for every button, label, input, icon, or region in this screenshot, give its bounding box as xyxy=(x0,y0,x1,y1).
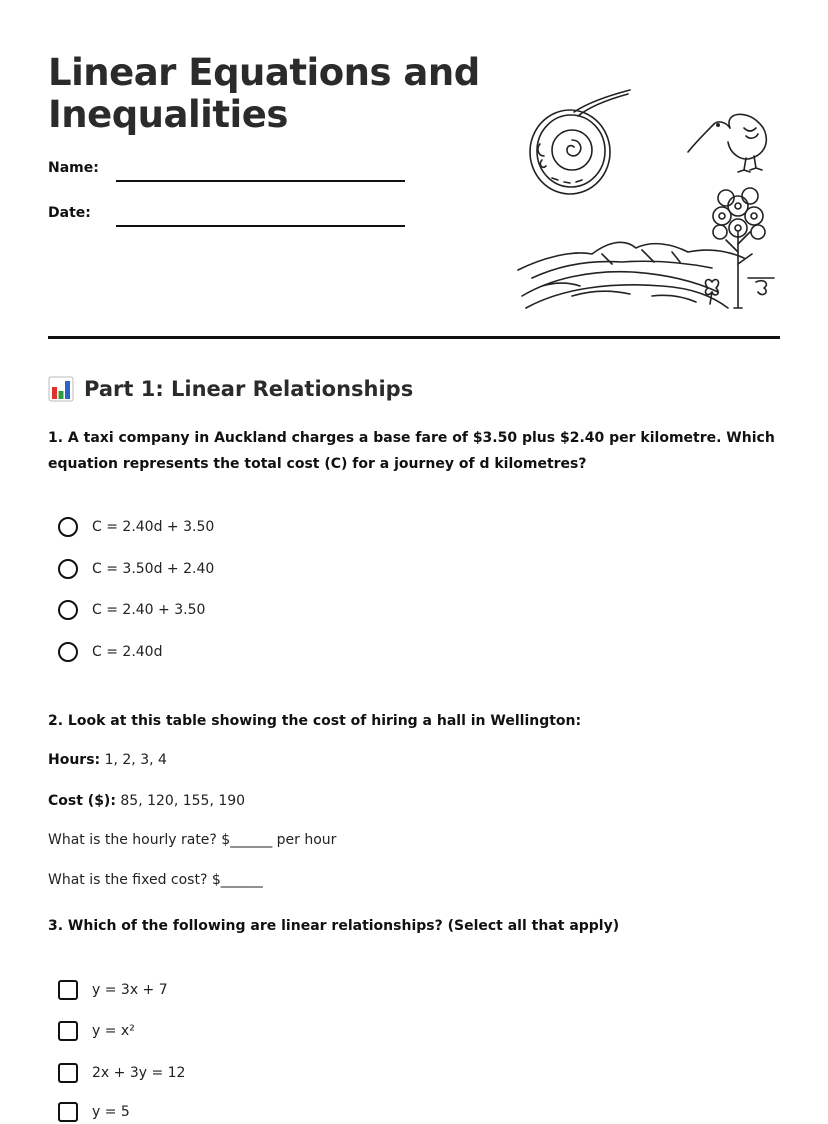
q3-option-3-label: 2x + 3y = 12 xyxy=(92,1065,186,1081)
radio-button[interactable] xyxy=(58,559,78,579)
part1-heading xyxy=(48,374,413,404)
q1-option-4[interactable] xyxy=(58,640,162,664)
koru-spiral-icon xyxy=(530,90,630,194)
checkbox[interactable] xyxy=(58,980,78,1000)
radio-button[interactable] xyxy=(58,600,78,620)
question-1-text: 1. A taxi company in Auckland charges a base fare of $3.50 plus $2.40 per kilometre. Which equation represents the total cost (C) for a journey of d kilometres? xyxy=(48,430,775,472)
question-2-text: 2. Look at this table showing the cost of hiring a hall in Wellington: xyxy=(48,713,582,729)
checkbox[interactable] xyxy=(58,1063,78,1083)
hourly-rate-prompt[interactable]: What is the hourly rate? $______ per hour xyxy=(48,832,337,848)
page-title xyxy=(48,52,508,136)
q3-option-4-label: y = 5 xyxy=(92,1104,130,1120)
radio-button[interactable] xyxy=(58,517,78,537)
worksheet-page xyxy=(48,0,780,1118)
q1-option-1-label: C = 2.40d + 3.50 xyxy=(92,519,215,535)
checkbox[interactable] xyxy=(58,1021,78,1041)
q1-option-1[interactable] xyxy=(58,515,214,539)
q3-option-3[interactable] xyxy=(58,1061,185,1085)
q1-option-4-label: C = 2.40d xyxy=(92,644,163,660)
q3-option-1-label: y = 3x + 7 xyxy=(92,982,168,998)
checkbox[interactable] xyxy=(58,1102,78,1122)
name-field[interactable] xyxy=(116,180,405,182)
q3-option-2-label: y = x² xyxy=(92,1023,135,1039)
q3-option-2[interactable] xyxy=(58,1019,135,1043)
decorative-illustration xyxy=(512,82,780,318)
date-field[interactable] xyxy=(116,225,405,227)
title-line-1: Linear Equations and xyxy=(48,51,480,94)
date-label: Date: xyxy=(48,205,91,221)
radio-button[interactable] xyxy=(58,642,78,662)
name-label: Name: xyxy=(48,160,99,176)
q3-option-1[interactable] xyxy=(58,978,168,1002)
cost-values: 85, 120, 155, 190 xyxy=(120,793,246,809)
landscape-tree-icon xyxy=(518,188,774,308)
cost-row xyxy=(48,793,245,809)
q3-option-4[interactable] xyxy=(58,1100,130,1124)
hours-row xyxy=(48,752,167,768)
kiwi-bird-icon xyxy=(688,114,766,172)
hours-values: 1, 2, 3, 4 xyxy=(104,752,167,768)
question-3-text: 3. Which of the following are linear relationships? (Select all that apply) xyxy=(48,918,620,934)
title-line-2: Inequalities xyxy=(48,93,288,136)
part1-title: Part 1: Linear Relationships xyxy=(84,377,414,401)
q1-option-3-label: C = 2.40 + 3.50 xyxy=(92,602,206,618)
header-divider xyxy=(48,336,780,339)
fixed-cost-prompt[interactable]: What is the fixed cost? $______ xyxy=(48,872,263,888)
q1-option-3[interactable] xyxy=(58,598,205,622)
bar-chart-icon xyxy=(48,376,74,402)
hours-label: Hours: xyxy=(48,752,101,768)
q1-option-2-label: C = 3.50d + 2.40 xyxy=(92,561,215,577)
q1-option-2[interactable] xyxy=(58,557,214,581)
cost-label: Cost ($): xyxy=(48,793,116,809)
